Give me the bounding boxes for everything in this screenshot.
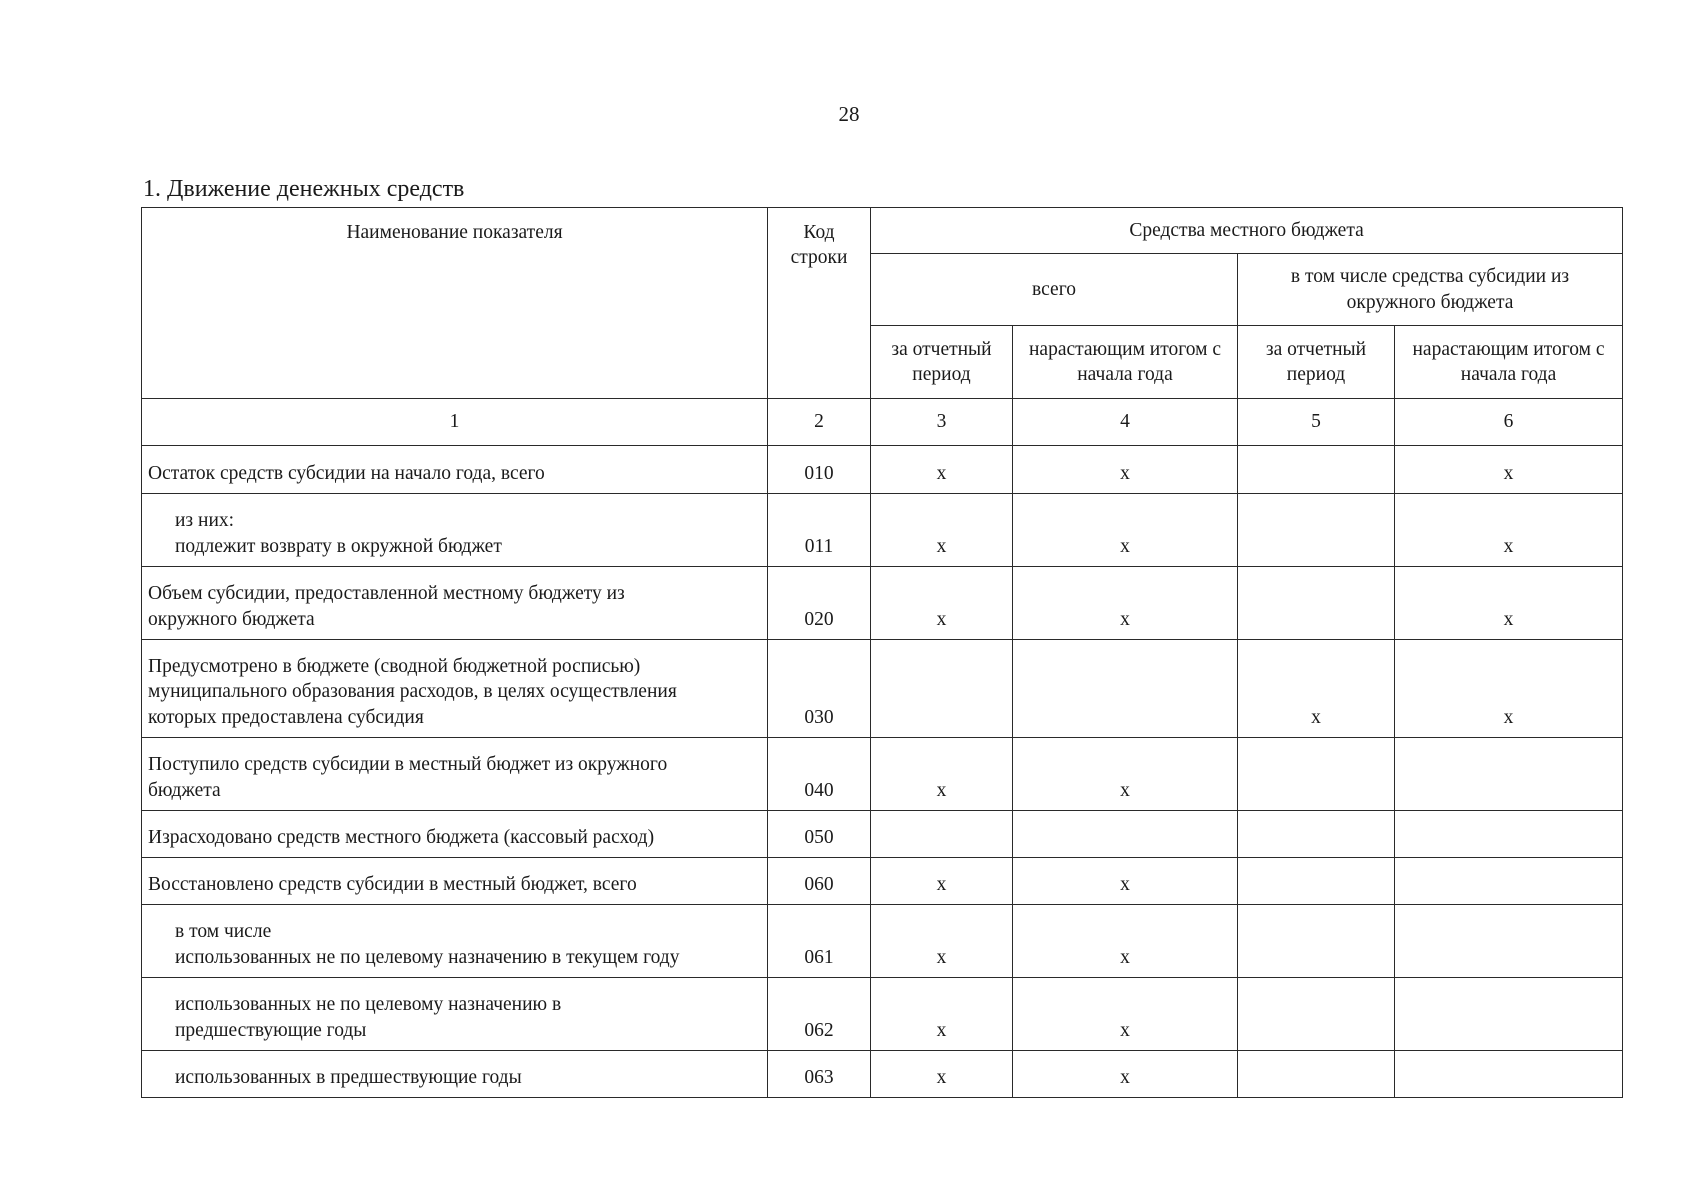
cell-period-subsidy: x	[1238, 640, 1395, 738]
indicator-name-line: предшествующие годы	[175, 1019, 367, 1041]
cell-period-subsidy	[1238, 811, 1395, 858]
header-subsidy: в том числе средства субсидии из окружного бюджета	[1238, 254, 1623, 326]
indicator-name-line: Остаток средств субсидии на начало года, всего	[148, 462, 545, 484]
cell-cumulative-subsidy: x	[1395, 640, 1623, 738]
header-cumulative-subsidy: нарастающим итогом с начала года	[1395, 326, 1623, 399]
column-number-6: 6	[1395, 399, 1623, 446]
table-row	[142, 978, 1623, 1051]
header-period-total: за отчетный период	[871, 326, 1013, 399]
header-period-subsidy: за отчетный период	[1238, 326, 1395, 399]
cell-period-subsidy	[1238, 738, 1395, 811]
indicator-name-line: Объем субсидии, предоставленной местному бюджету из	[148, 583, 625, 605]
indicator-name-line: из них:	[175, 510, 235, 532]
cell-cumulative-total: x	[1013, 1051, 1238, 1098]
table-row	[142, 446, 1623, 494]
row-code: 050	[768, 811, 871, 858]
cell-period-total: x	[871, 905, 1013, 978]
row-indicator-name	[142, 738, 768, 811]
indicator-name-line: использованных не по целевому назначению в	[175, 994, 562, 1016]
row-code: 020	[768, 567, 871, 640]
column-number-5: 5	[1238, 399, 1395, 446]
cell-cumulative-total	[1013, 640, 1238, 738]
cell-cumulative-total: x	[1013, 978, 1238, 1051]
indicator-name-line: окружного бюджета	[148, 608, 315, 630]
row-indicator-name	[142, 1051, 768, 1098]
column-number-4: 4	[1013, 399, 1238, 446]
cell-period-subsidy	[1238, 494, 1395, 567]
indicator-name-line: бюджета	[148, 779, 221, 801]
row-indicator-name	[142, 905, 768, 978]
cell-period-total: x	[871, 567, 1013, 640]
cell-cumulative-total: x	[1013, 858, 1238, 905]
cell-cumulative-total: x	[1013, 446, 1238, 494]
indicator-name-line: использованных в предшествующие годы	[175, 1066, 522, 1088]
cell-cumulative-subsidy	[1395, 905, 1623, 978]
row-indicator-name	[142, 446, 768, 494]
table-row	[142, 1051, 1623, 1098]
indicator-name-line: в том числе	[175, 921, 272, 943]
row-code: 062	[768, 978, 871, 1051]
header-row-code: Код строки	[768, 208, 871, 399]
cell-period-total: x	[871, 858, 1013, 905]
row-indicator-name	[142, 811, 768, 858]
row-code: 040	[768, 738, 871, 811]
indicator-name-line: подлежит возврату в окружной бюджет	[175, 535, 502, 557]
cell-period-total: x	[871, 1051, 1013, 1098]
row-indicator-name	[142, 567, 768, 640]
cell-cumulative-total	[1013, 811, 1238, 858]
cell-cumulative-total: x	[1013, 738, 1238, 811]
cell-period-subsidy	[1238, 905, 1395, 978]
cell-cumulative-subsidy	[1395, 738, 1623, 811]
column-number-3: 3	[871, 399, 1013, 446]
indicator-name-line: Израсходовано средств местного бюджета (кассовый расход)	[148, 826, 655, 848]
indicator-name-line: Предусмотрено в бюджете (сводной бюджетной росписью)	[148, 655, 641, 677]
cell-period-total	[871, 640, 1013, 738]
row-indicator-name	[142, 494, 768, 567]
header-indicator-name: Наименование показателя	[142, 208, 768, 399]
row-code: 060	[768, 858, 871, 905]
cell-period-subsidy	[1238, 446, 1395, 494]
header-total: всего	[871, 254, 1238, 326]
cell-period-total: x	[871, 978, 1013, 1051]
indicator-name-line: Поступило средств субсидии в местный бюджет из окружного	[148, 754, 668, 776]
page-number: 28	[838, 102, 860, 126]
cell-cumulative-subsidy	[1395, 858, 1623, 905]
cash-flow-table	[141, 207, 1623, 1098]
cell-period-total: x	[871, 494, 1013, 567]
cell-period-total: x	[871, 446, 1013, 494]
header-local-budget: Средства местного бюджета	[871, 208, 1623, 254]
table-row	[142, 738, 1623, 811]
cell-cumulative-subsidy	[1395, 1051, 1623, 1098]
row-code: 030	[768, 640, 871, 738]
indicator-name-line: муниципального образования расходов, в целях осуществления	[148, 681, 677, 703]
table-row	[142, 905, 1623, 978]
indicator-name-line: которых предоставлена субсидия	[148, 706, 424, 728]
row-code: 061	[768, 905, 871, 978]
cell-cumulative-subsidy: x	[1395, 567, 1623, 640]
cell-cumulative-subsidy	[1395, 978, 1623, 1051]
column-number-2: 2	[768, 399, 871, 446]
cell-cumulative-subsidy	[1395, 811, 1623, 858]
table-row	[142, 567, 1623, 640]
cell-cumulative-total: x	[1013, 905, 1238, 978]
cell-period-subsidy	[1238, 1051, 1395, 1098]
header-cumulative-total: нарастающим итогом с начала года	[1013, 326, 1238, 399]
cell-period-total	[871, 811, 1013, 858]
table-row	[142, 858, 1623, 905]
table-row	[142, 640, 1623, 738]
indicator-name-line: Восстановлено средств субсидии в местный бюджет, всего	[148, 873, 637, 895]
row-indicator-name	[142, 978, 768, 1051]
cell-cumulative-total: x	[1013, 494, 1238, 567]
row-code: 011	[768, 494, 871, 567]
row-code: 063	[768, 1051, 871, 1098]
table-row	[142, 811, 1623, 858]
column-number-1: 1	[142, 399, 768, 446]
cell-period-subsidy	[1238, 567, 1395, 640]
cell-period-subsidy	[1238, 858, 1395, 905]
row-indicator-name	[142, 640, 768, 738]
cell-cumulative-subsidy: x	[1395, 446, 1623, 494]
indicator-name-line: использованных не по целевому назначению в текущем году	[175, 946, 680, 968]
cell-cumulative-total: x	[1013, 567, 1238, 640]
cell-period-subsidy	[1238, 978, 1395, 1051]
section-title: 1. Движение денежных средств	[143, 176, 465, 202]
table-row	[142, 494, 1623, 567]
cell-period-total: x	[871, 738, 1013, 811]
cell-cumulative-subsidy: x	[1395, 494, 1623, 567]
row-indicator-name	[142, 858, 768, 905]
row-code: 010	[768, 446, 871, 494]
